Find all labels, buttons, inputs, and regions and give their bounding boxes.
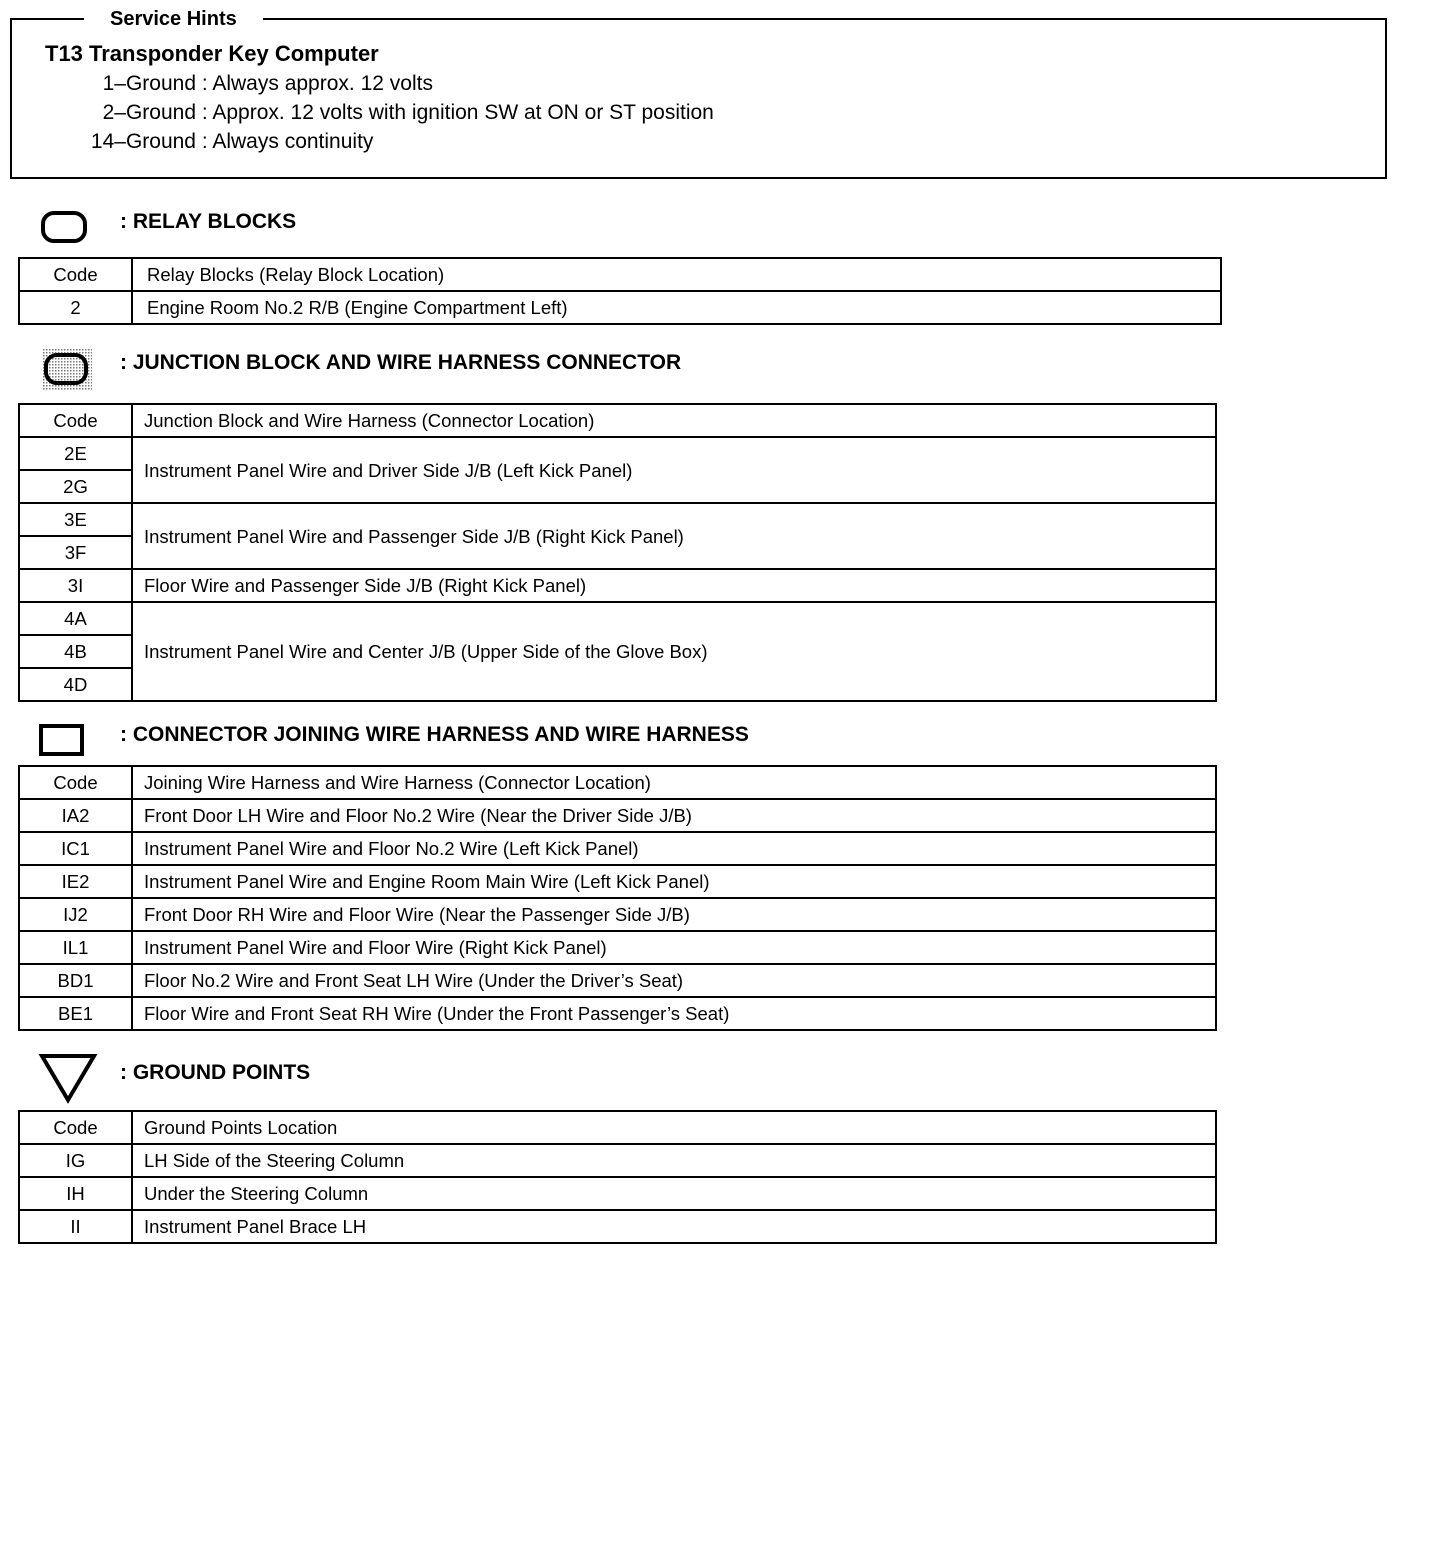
desc-cell: Instrument Panel Wire and Driver Side J/B (Left Kick Panel) [132, 437, 1216, 503]
table-header-row [19, 258, 1221, 291]
desc-cell: Engine Room No.2 R/B (Engine Compartment Left) [132, 291, 1221, 324]
ground-points-table [18, 1110, 1217, 1244]
junction-block-title: : JUNCTION BLOCK AND WIRE HARNESS CONNECTOR [120, 351, 682, 374]
code-cell: 3I [19, 569, 132, 602]
code-cell: II [19, 1210, 132, 1243]
service-hints-title: Service Hints [84, 6, 263, 32]
table-header-row [19, 404, 1216, 437]
code-cell: BE1 [19, 997, 132, 1030]
desc-cell: Instrument Panel Wire and Floor No.2 Wire (Left Kick Panel) [132, 832, 1216, 865]
hint-line [34, 99, 714, 127]
table-row [19, 503, 1216, 536]
table-row [19, 1144, 1216, 1177]
hint-line [34, 70, 433, 98]
rounded-rectangle-icon [40, 209, 90, 245]
code-cell: 2 [19, 291, 132, 324]
hint-terminal: 1–Ground [102, 72, 196, 95]
code-cell: IL1 [19, 931, 132, 964]
junction-block-table [18, 403, 1217, 702]
table-row [19, 898, 1216, 931]
desc-cell: Instrument Panel Brace LH [132, 1210, 1216, 1243]
code-cell: 2G [19, 470, 132, 503]
table-header-row [19, 766, 1216, 799]
desc-cell: LH Side of the Steering Column [132, 1144, 1216, 1177]
code-header: Code [19, 404, 132, 437]
desc-cell: Floor Wire and Passenger Side J/B (Right Kick Panel) [132, 569, 1216, 602]
code-cell: IJ2 [19, 898, 132, 931]
ground-points-title: : GROUND POINTS [120, 1061, 311, 1084]
table-row [19, 569, 1216, 602]
table-row [19, 964, 1216, 997]
desc-cell: Front Door RH Wire and Floor Wire (Near the Passenger Side J/B) [132, 898, 1216, 931]
table-row [19, 832, 1216, 865]
code-cell: BD1 [19, 964, 132, 997]
hint-terminal: 2–Ground [102, 101, 196, 124]
table-row [19, 997, 1216, 1030]
table-row [19, 437, 1216, 470]
desc-cell: Instrument Panel Wire and Passenger Side J/B (Right Kick Panel) [132, 503, 1216, 569]
desc-header: Junction Block and Wire Harness (Connector Location) [132, 404, 1216, 437]
connector-title: : CONNECTOR JOINING WIRE HARNESS AND WIRE HARNESS [120, 723, 749, 746]
table-row [19, 291, 1221, 324]
code-header: Code [19, 1111, 132, 1144]
code-cell: 2E [19, 437, 132, 470]
table-row [19, 602, 1216, 635]
desc-cell: Instrument Panel Wire and Center J/B (Upper Side of the Glove Box) [132, 602, 1216, 701]
table-row [19, 865, 1216, 898]
code-cell: 4B [19, 635, 132, 668]
desc-cell: Floor Wire and Front Seat RH Wire (Under the Front Passenger’s Seat) [132, 997, 1216, 1030]
desc-cell: Instrument Panel Wire and Floor Wire (Right Kick Panel) [132, 931, 1216, 964]
hint-text: : Approx. 12 volts with ignition SW at ON or ST position [196, 101, 714, 124]
code-cell: 3F [19, 536, 132, 569]
code-cell: IC1 [19, 832, 132, 865]
code-cell: 4A [19, 602, 132, 635]
square-box-icon [38, 722, 86, 758]
desc-header: Ground Points Location [132, 1111, 1216, 1144]
connector-table [18, 765, 1217, 1031]
table-header-row [19, 1111, 1216, 1144]
table-row [19, 1177, 1216, 1210]
desc-cell: Instrument Panel Wire and Engine Room Main Wire (Left Kick Panel) [132, 865, 1216, 898]
code-cell: IG [19, 1144, 132, 1177]
desc-cell: Front Door LH Wire and Floor No.2 Wire (Near the Driver Side J/B) [132, 799, 1216, 832]
hint-text: : Always approx. 12 volts [196, 72, 433, 95]
hint-terminal: 14–Ground [90, 130, 196, 153]
desc-cell: Floor No.2 Wire and Front Seat LH Wire (Under the Driver’s Seat) [132, 964, 1216, 997]
hint-text: : Always continuity [196, 130, 374, 153]
code-header: Code [19, 766, 132, 799]
code-cell: IA2 [19, 799, 132, 832]
desc-header: Joining Wire Harness and Wire Harness (Connector Location) [132, 766, 1216, 799]
code-cell: IH [19, 1177, 132, 1210]
code-cell: 4D [19, 668, 132, 701]
hint-line [34, 128, 373, 156]
table-row [19, 931, 1216, 964]
desc-header: Relay Blocks (Relay Block Location) [132, 258, 1221, 291]
table-row [19, 1210, 1216, 1243]
code-cell: IE2 [19, 865, 132, 898]
shaded-rounded-rectangle-icon [40, 346, 94, 392]
downward-triangle-icon [38, 1052, 98, 1104]
table-row [19, 799, 1216, 832]
code-cell: 3E [19, 503, 132, 536]
relay-blocks-table [18, 257, 1222, 325]
component-heading: T13 Transponder Key Computer [45, 41, 379, 66]
desc-cell: Under the Steering Column [132, 1177, 1216, 1210]
relay-blocks-title: : RELAY BLOCKS [120, 210, 297, 233]
service-hints-box [10, 8, 1387, 179]
code-header: Code [19, 258, 132, 291]
